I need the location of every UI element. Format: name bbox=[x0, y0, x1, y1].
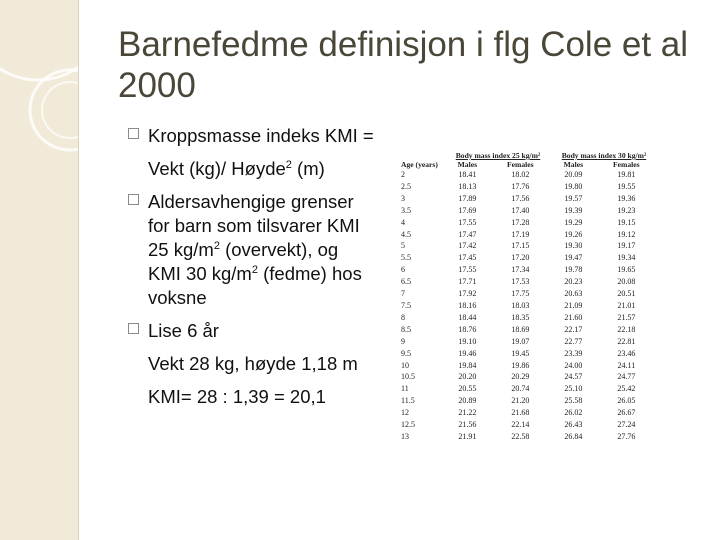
table-cell-age: 7 bbox=[401, 289, 405, 299]
table-row bbox=[397, 229, 657, 241]
table-cell-value: 24.57 bbox=[564, 372, 583, 382]
table-cell-age: 12.5 bbox=[401, 420, 415, 430]
table-cell-value: 19.17 bbox=[617, 241, 636, 251]
table-cell-value: 19.81 bbox=[617, 170, 636, 179]
table-cell-value: 21.09 bbox=[564, 300, 583, 310]
table-cell-value: 20.51 bbox=[617, 289, 636, 299]
table-cell-value: 17.42 bbox=[458, 241, 477, 251]
table-header-males: Males bbox=[563, 160, 584, 169]
table-cell-value: 18.16 bbox=[458, 300, 477, 310]
table-cell-value: 20.63 bbox=[564, 289, 583, 299]
table-cell-value: 22.58 bbox=[511, 431, 530, 441]
table-cell-value: 20.09 bbox=[564, 170, 583, 179]
table-cell-value: 22.77 bbox=[564, 336, 583, 346]
bullet-text: Lise 6 år bbox=[148, 320, 219, 341]
bullet-continuation bbox=[128, 385, 398, 409]
checkbox-bullet-icon bbox=[128, 194, 139, 205]
table-cell-value: 19.86 bbox=[511, 360, 530, 370]
table-cell-age: 7.5 bbox=[401, 300, 411, 310]
table-group-header-bmi25: Body mass index 25 kg/m² bbox=[455, 151, 541, 160]
table-row bbox=[397, 205, 657, 217]
table-cell-value: 19.36 bbox=[617, 193, 636, 203]
table-cell-value: 17.20 bbox=[511, 253, 530, 263]
table-cell-value: 19.34 bbox=[617, 253, 636, 263]
table-cell-value: 26.05 bbox=[617, 396, 636, 406]
table-cell-value: 24.77 bbox=[617, 372, 636, 382]
table-cell-value: 17.69 bbox=[458, 205, 477, 215]
table-column-headers bbox=[397, 160, 657, 169]
table-cell-value: 25.42 bbox=[617, 384, 636, 394]
table-cell-value: 27.24 bbox=[617, 420, 636, 430]
table-row bbox=[397, 240, 657, 252]
table-cell-value: 23.39 bbox=[564, 348, 583, 358]
table-cell-age: 6.5 bbox=[401, 277, 411, 287]
bullet-continuation bbox=[128, 352, 398, 376]
table-cell-value: 22.18 bbox=[617, 324, 636, 334]
table-cell-value: 24.00 bbox=[564, 360, 583, 370]
table-cell-value: 26.02 bbox=[564, 408, 583, 418]
table-cell-age: 11.5 bbox=[401, 396, 415, 406]
table-cell-value: 17.55 bbox=[458, 217, 477, 227]
table-cell-value: 18.03 bbox=[511, 300, 530, 310]
table-cell-value: 21.68 bbox=[511, 408, 530, 418]
table-cell-value: 19.65 bbox=[617, 265, 636, 275]
superscript: 2 bbox=[251, 263, 258, 276]
bullet-text: Aldersavhengige grenser bbox=[148, 191, 354, 212]
table-row bbox=[397, 360, 657, 372]
table-cell-age: 2.5 bbox=[401, 181, 411, 191]
table-cell-value: 21.20 bbox=[511, 396, 530, 406]
table-cell-age: 4 bbox=[401, 217, 405, 227]
table-cell-age: 2 bbox=[401, 170, 405, 179]
table-cell-value: 21.01 bbox=[617, 300, 636, 310]
table-cell-value: 20.20 bbox=[458, 372, 477, 382]
table-row bbox=[397, 181, 657, 193]
bullet-text: (m) bbox=[291, 158, 325, 179]
table-cell-value: 19.12 bbox=[617, 229, 636, 239]
bmi-cutoff-table bbox=[397, 151, 657, 443]
table-row bbox=[397, 383, 657, 395]
decorative-swirl-icon bbox=[0, 0, 78, 220]
table-row bbox=[397, 324, 657, 336]
table-header-males: Males bbox=[457, 160, 478, 169]
table-cell-value: 22.81 bbox=[617, 336, 636, 346]
table-cell-value: 22.14 bbox=[511, 420, 530, 430]
table-cell-value: 19.78 bbox=[564, 265, 583, 275]
table-cell-value: 18.76 bbox=[458, 324, 477, 334]
table-cell-value: 17.40 bbox=[511, 205, 530, 215]
table-cell-value: 27.76 bbox=[617, 431, 636, 441]
table-row bbox=[397, 395, 657, 407]
table-cell-value: 18.69 bbox=[511, 324, 530, 334]
table-row bbox=[397, 312, 657, 324]
table-cell-value: 19.57 bbox=[564, 193, 583, 203]
bullet-text: 25 kg/m bbox=[148, 239, 214, 260]
table-cell-value: 21.22 bbox=[458, 408, 477, 418]
bullet-continuation bbox=[128, 214, 398, 238]
table-row bbox=[397, 336, 657, 348]
table-cell-value: 17.45 bbox=[458, 253, 477, 263]
bullet-text: KMI 30 kg/m bbox=[148, 263, 252, 284]
table-cell-age: 8.5 bbox=[401, 324, 411, 334]
bullet-continuation bbox=[128, 286, 398, 310]
bullet-text: Kroppsmasse indeks KMI = bbox=[148, 125, 374, 146]
table-row bbox=[397, 264, 657, 276]
table-cell-value: 18.41 bbox=[458, 170, 477, 179]
table-cell-value: 17.76 bbox=[511, 181, 530, 191]
bullet-item bbox=[128, 124, 398, 148]
table-header-females: Females bbox=[507, 160, 534, 169]
bullet-text: Vekt 28 kg, høyde 1,18 m bbox=[148, 353, 358, 374]
slide-title: Barnefedme definisjon i flg Cole et al 2000 bbox=[118, 25, 689, 105]
table-cell-value: 23.46 bbox=[617, 348, 636, 358]
bullet-item bbox=[128, 190, 398, 214]
table-cell-value: 26.67 bbox=[617, 408, 636, 418]
table-cell-value: 17.53 bbox=[511, 277, 530, 287]
bullet-list bbox=[128, 124, 398, 409]
table-row bbox=[397, 431, 657, 443]
table-cell-age: 8 bbox=[401, 312, 405, 322]
table-cell-value: 17.71 bbox=[458, 277, 477, 287]
table-cell-age: 5.5 bbox=[401, 253, 411, 263]
table-cell-value: 17.15 bbox=[511, 241, 530, 251]
table-cell-age: 10 bbox=[401, 360, 409, 370]
table-cell-value: 20.08 bbox=[617, 277, 636, 287]
table-header-age: Age (years) bbox=[401, 160, 438, 169]
table-cell-value: 17.55 bbox=[458, 265, 477, 275]
bullet-continuation bbox=[128, 238, 398, 262]
table-row bbox=[397, 371, 657, 383]
table-cell-value: 19.46 bbox=[458, 348, 477, 358]
table-cell-age: 5 bbox=[401, 241, 405, 251]
table-cell-value: 19.07 bbox=[511, 336, 530, 346]
table-cell-value: 20.89 bbox=[458, 396, 477, 406]
table-cell-age: 4.5 bbox=[401, 229, 411, 239]
table-header-empty bbox=[397, 151, 445, 160]
table-row bbox=[397, 276, 657, 288]
table-cell-value: 19.80 bbox=[564, 181, 583, 191]
table-row bbox=[397, 169, 657, 181]
table-cell-age: 6 bbox=[401, 265, 405, 275]
table-cell-age: 9 bbox=[401, 336, 405, 346]
table-cell-value: 19.30 bbox=[564, 241, 583, 251]
table-cell-value: 17.75 bbox=[511, 289, 530, 299]
table-cell-value: 21.91 bbox=[458, 431, 477, 441]
table-cell-age: 3 bbox=[401, 193, 405, 203]
bullet-text: (fedme) hos bbox=[257, 263, 362, 284]
table-cell-value: 20.55 bbox=[458, 384, 477, 394]
table-cell-age: 10.5 bbox=[401, 372, 415, 382]
table-row bbox=[397, 217, 657, 229]
table-cell-value: 17.19 bbox=[511, 229, 530, 239]
table-row bbox=[397, 288, 657, 300]
table-cell-value: 18.35 bbox=[511, 312, 530, 322]
table-cell-value: 19.26 bbox=[564, 229, 583, 239]
table-cell-age: 13 bbox=[401, 431, 409, 441]
table-row bbox=[397, 419, 657, 431]
table-cell-value: 21.60 bbox=[564, 312, 583, 322]
table-cell-value: 19.84 bbox=[458, 360, 477, 370]
table-cell-age: 11 bbox=[401, 384, 409, 394]
table-cell-value: 19.55 bbox=[617, 181, 636, 191]
table-cell-value: 17.92 bbox=[458, 289, 477, 299]
table-cell-value: 19.15 bbox=[617, 217, 636, 227]
table-cell-value: 19.47 bbox=[564, 253, 583, 263]
table-row bbox=[397, 407, 657, 419]
table-cell-value: 25.58 bbox=[564, 396, 583, 406]
table-group-header-bmi30: Body mass index 30 kg/m² bbox=[561, 151, 647, 160]
bullet-text: for barn som tilsvarer KMI bbox=[148, 215, 360, 236]
table-cell-value: 18.13 bbox=[458, 181, 477, 191]
superscript: 2 bbox=[285, 158, 292, 171]
table-row bbox=[397, 348, 657, 360]
table-cell-age: 9.5 bbox=[401, 348, 411, 358]
bullet-continuation bbox=[128, 262, 398, 286]
table-row bbox=[397, 252, 657, 264]
bullet-text: (overvekt), og bbox=[219, 239, 339, 260]
superscript: 2 bbox=[213, 239, 220, 252]
table-cell-value: 22.17 bbox=[564, 324, 583, 334]
table-cell-age: 3.5 bbox=[401, 205, 411, 215]
table-cell-value: 19.29 bbox=[564, 217, 583, 227]
table-cell-value: 18.02 bbox=[511, 170, 530, 179]
table-cell-value: 19.45 bbox=[511, 348, 530, 358]
table-cell-value: 18.44 bbox=[458, 312, 477, 322]
checkbox-bullet-icon bbox=[128, 323, 139, 334]
table-cell-value: 19.23 bbox=[617, 205, 636, 215]
table-cell-value: 17.56 bbox=[511, 193, 530, 203]
table-cell-value: 17.47 bbox=[458, 229, 477, 239]
bullet-text: Vekt (kg)/ Høyde bbox=[148, 158, 286, 179]
decorative-side-strip bbox=[0, 0, 79, 540]
bullet-item bbox=[128, 319, 398, 343]
table-cell-value: 26.84 bbox=[564, 431, 583, 441]
table-cell-value: 20.74 bbox=[511, 384, 530, 394]
table-row bbox=[397, 193, 657, 205]
bullet-continuation bbox=[128, 157, 398, 181]
bullet-text: KMI= 28 : 1,39 = 20,1 bbox=[148, 386, 326, 407]
checkbox-bullet-icon bbox=[128, 128, 139, 139]
table-cell-value: 26.43 bbox=[564, 420, 583, 430]
table-header-females: Females bbox=[613, 160, 640, 169]
table-cell-value: 21.57 bbox=[617, 312, 636, 322]
table-cell-value: 17.34 bbox=[511, 265, 530, 275]
table-cell-value: 19.10 bbox=[458, 336, 477, 346]
table-cell-value: 21.56 bbox=[458, 420, 477, 430]
table-cell-value: 25.10 bbox=[564, 384, 583, 394]
bullet-text: voksne bbox=[148, 287, 207, 308]
table-cell-age: 12 bbox=[401, 408, 409, 418]
table-cell-value: 17.28 bbox=[511, 217, 530, 227]
table-cell-value: 19.39 bbox=[564, 205, 583, 215]
table-cell-value: 24.11 bbox=[617, 360, 636, 370]
table-row bbox=[397, 300, 657, 312]
table-cell-value: 20.29 bbox=[511, 372, 530, 382]
table-cell-value: 20.23 bbox=[564, 277, 583, 287]
table-cell-value: 17.89 bbox=[458, 193, 477, 203]
